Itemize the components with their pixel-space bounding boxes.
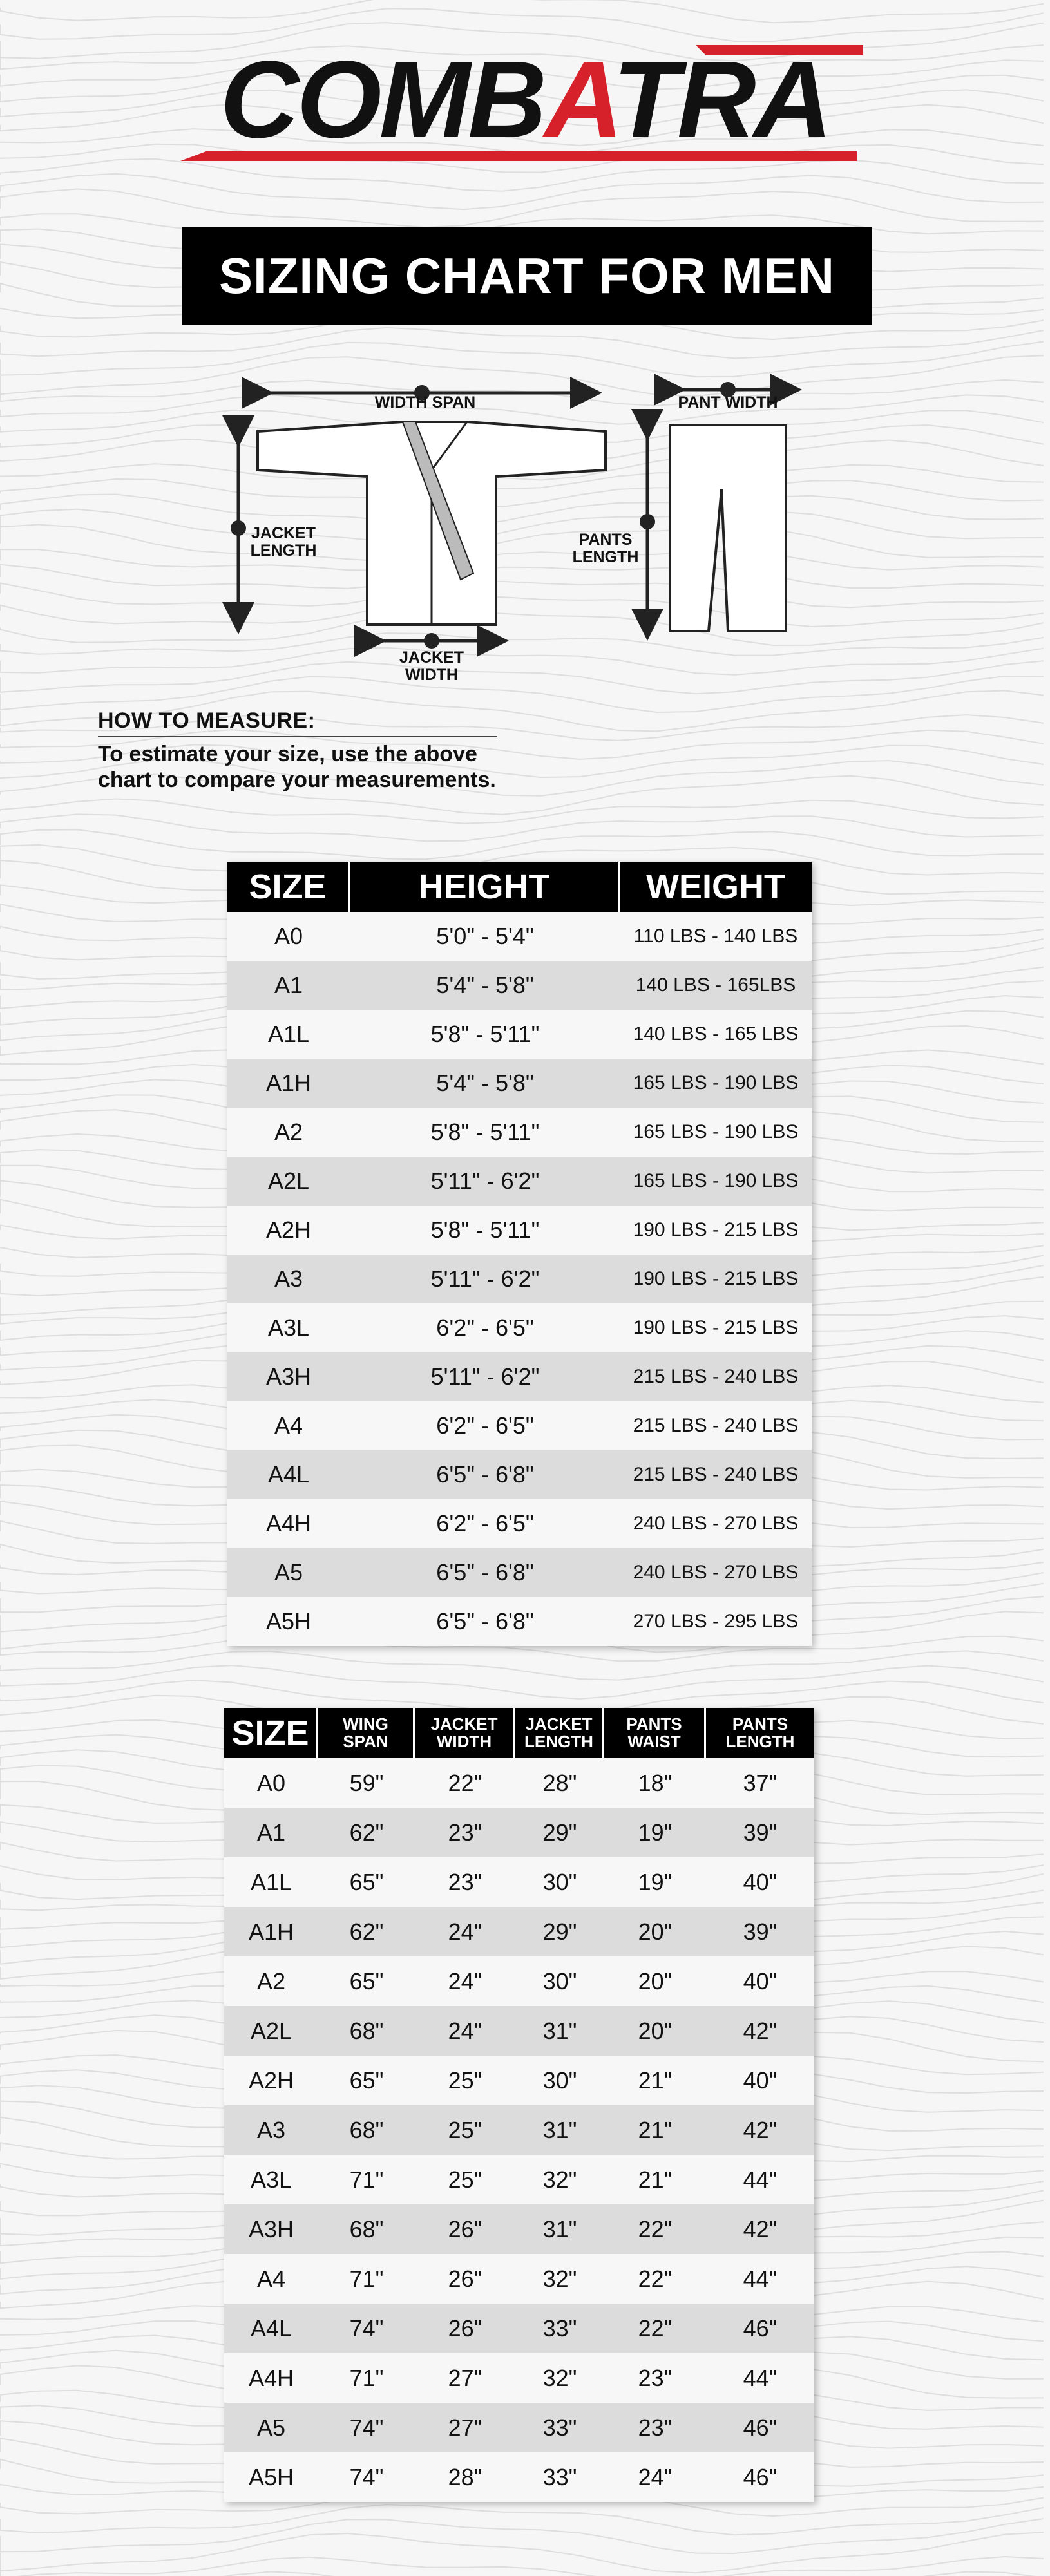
cell-pl: 40" <box>743 1868 778 1895</box>
table-row <box>227 1401 812 1450</box>
cell-jw: 23" <box>448 1868 482 1895</box>
cell-size: A3H <box>248 2215 294 2242</box>
how-to-measure-text <box>98 741 510 793</box>
cell-height: 5'8" - 5'11" <box>430 1021 540 1047</box>
header-jl-line2: LENGTH <box>524 1732 593 1751</box>
cell-pl: 40" <box>743 1967 778 1994</box>
label-width-span: WIDTH SPAN <box>374 393 476 412</box>
cell-jl: 29" <box>542 1819 577 1846</box>
cell-jw: 28" <box>448 2463 482 2490</box>
cell-pw: 19" <box>638 1868 673 1895</box>
cell-weight: 215 LBS - 240 LBS <box>633 1415 799 1436</box>
cell-size: A4 <box>274 1412 303 1439</box>
cell-jl: 32" <box>542 2364 577 2391</box>
label-jacket-width <box>390 649 473 684</box>
cell-pw: 21" <box>638 2166 673 2193</box>
header-weight: WEIGHT <box>646 867 785 906</box>
brand-logo <box>180 35 870 164</box>
cell-size: A3L <box>267 1314 310 1341</box>
cell-size: A4L <box>267 1461 310 1488</box>
cell-height: 5'11" - 6'2" <box>430 1363 540 1390</box>
header-pl-line2: LENGTH <box>725 1732 795 1751</box>
cell-size: A2L <box>267 1168 310 1194</box>
cell-size: A2H <box>265 1217 312 1243</box>
cell-size: A2H <box>248 2067 294 2094</box>
cell-pl: 46" <box>743 2463 778 2490</box>
measurements-table <box>224 1708 814 2502</box>
header-size: SIZE <box>224 1708 318 1758</box>
table-row <box>224 2353 814 2403</box>
cell-size: A2 <box>274 1119 303 1145</box>
cell-weight: 110 LBS - 140 LBS <box>633 925 798 947</box>
cell-weight: 240 LBS - 270 LBS <box>633 1562 799 1583</box>
cell-jl: 30" <box>542 1967 577 1994</box>
cell-size: A3H <box>265 1363 312 1390</box>
table-row <box>224 1956 814 2006</box>
cell-height: 6'2" - 6'5" <box>436 1314 534 1341</box>
header-pl-line1: PANTS <box>732 1714 788 1734</box>
cell-jw: 26" <box>448 2215 482 2242</box>
label-jacket-length-line1: JACKET <box>251 524 316 542</box>
cell-size: A1H <box>248 1918 294 1945</box>
cell-wing: 65" <box>349 1868 384 1895</box>
cell-weight: 215 LBS - 240 LBS <box>633 1366 799 1387</box>
table-header <box>227 862 812 912</box>
cell-size: A3L <box>250 2166 292 2193</box>
cell-size: A4 <box>256 2265 286 2292</box>
cell-wing: 65" <box>349 1967 384 1994</box>
table-row <box>224 2204 814 2254</box>
table-body <box>224 1758 814 2502</box>
cell-jl: 30" <box>542 2067 577 2094</box>
cell-jl: 31" <box>542 2215 577 2242</box>
page-title: SIZING CHART FOR MEN <box>219 247 835 304</box>
cell-pw: 18" <box>638 1769 673 1796</box>
cell-size: A1H <box>265 1070 312 1096</box>
cell-pl: 42" <box>743 2116 778 2143</box>
cell-height: 6'2" - 6'5" <box>436 1412 534 1439</box>
cell-jw: 25" <box>448 2166 482 2193</box>
cell-pw: 21" <box>638 2067 673 2094</box>
table-row <box>224 2006 814 2056</box>
header-wing-line1: WING <box>343 1714 388 1734</box>
how-to-measure-line2: chart to compare your measurements. <box>98 768 496 792</box>
cell-size: A4H <box>248 2364 294 2391</box>
cell-wing: 62" <box>349 1819 384 1846</box>
cell-pw: 19" <box>638 1819 673 1846</box>
cell-pl: 40" <box>743 2067 778 2094</box>
cell-height: 5'4" - 5'8" <box>436 972 534 998</box>
cell-jw: 27" <box>448 2414 482 2441</box>
cell-wing: 62" <box>349 1918 384 1945</box>
cell-jl: 33" <box>542 2463 577 2490</box>
cell-wing: 74" <box>349 2414 384 2441</box>
cell-weight: 165 LBS - 190 LBS <box>633 1170 799 1191</box>
cell-pw: 22" <box>638 2215 673 2242</box>
cell-jw: 26" <box>448 2265 482 2292</box>
cell-jl: 29" <box>542 1918 577 1945</box>
cell-size: A3 <box>274 1265 303 1292</box>
cell-jw: 26" <box>448 2315 482 2342</box>
table-row <box>224 2254 814 2304</box>
header-pants-length <box>706 1708 814 1758</box>
table-row <box>227 1499 812 1548</box>
cell-size: A3 <box>256 2116 286 2143</box>
cell-weight: 215 LBS - 240 LBS <box>633 1464 799 1485</box>
cell-jl: 33" <box>542 2315 577 2342</box>
label-jacket-width-line2: WIDTH <box>405 666 458 684</box>
header-jacket-length <box>515 1708 604 1758</box>
cell-pl: 44" <box>743 2265 778 2292</box>
height-weight-table <box>227 862 812 1646</box>
cell-size: A1 <box>256 1819 286 1846</box>
table-row <box>227 1157 812 1206</box>
brand-wordmark: COMBATRA <box>220 39 830 161</box>
table-row <box>224 2056 814 2105</box>
table-header <box>224 1708 814 1758</box>
header-wing-line2: SPAN <box>343 1732 388 1751</box>
table-row <box>224 2155 814 2204</box>
cell-wing: 59" <box>349 1769 384 1796</box>
cell-size: A0 <box>256 1769 286 1796</box>
table-row <box>227 1548 812 1597</box>
cell-pw: 23" <box>638 2414 673 2441</box>
cell-size: A1L <box>250 1868 292 1895</box>
header-jl-line1: JACKET <box>525 1714 593 1734</box>
cell-weight: 190 LBS - 215 LBS <box>633 1317 799 1338</box>
cell-size: A4H <box>265 1510 312 1537</box>
cell-height: 6'5" - 6'8" <box>436 1461 534 1488</box>
cell-size: A4L <box>250 2315 292 2342</box>
header-size: SIZE <box>227 862 350 912</box>
cell-size: A1 <box>274 972 303 998</box>
cell-pl: 44" <box>743 2166 778 2193</box>
table-body <box>227 912 812 1646</box>
label-pant-width: PANT WIDTH <box>678 393 778 412</box>
header-pw-line2: WAIST <box>627 1732 681 1751</box>
cell-pl: 39" <box>743 1918 778 1945</box>
cell-jw: 24" <box>448 1967 482 1994</box>
cell-weight: 165 LBS - 190 LBS <box>633 1072 799 1094</box>
cell-jw: 24" <box>448 1918 482 1945</box>
cell-pl: 46" <box>743 2315 778 2342</box>
cell-weight: 190 LBS - 215 LBS <box>633 1219 799 1240</box>
cell-jw: 25" <box>448 2116 482 2143</box>
table-row <box>227 1255 812 1303</box>
table-row <box>224 1907 814 1956</box>
table-row <box>227 1303 812 1352</box>
cell-jl: 31" <box>542 2017 577 2044</box>
cell-pl: 37" <box>743 1769 778 1796</box>
cell-wing: 74" <box>349 2315 384 2342</box>
cell-size: A0 <box>274 923 303 949</box>
cell-pl: 39" <box>743 1819 778 1846</box>
label-jacket-width-line1: JACKET <box>399 649 464 667</box>
cell-jw: 23" <box>448 1819 482 1846</box>
cell-pl: 44" <box>743 2364 778 2391</box>
cell-height: 5'11" - 6'2" <box>430 1265 540 1292</box>
table-row <box>224 1857 814 1907</box>
cell-weight: 140 LBS - 165LBS <box>635 974 796 996</box>
cell-pl: 42" <box>743 2017 778 2044</box>
cell-jw: 27" <box>448 2364 482 2391</box>
how-to-measure-title: HOW TO MEASURE: <box>98 708 497 737</box>
cell-size: A5 <box>256 2414 286 2441</box>
cell-pw: 20" <box>638 1918 673 1945</box>
cell-pw: 20" <box>638 1967 673 1994</box>
table-row <box>227 1010 812 1059</box>
table-row <box>224 1808 814 1857</box>
cell-pw: 22" <box>638 2265 673 2292</box>
cell-weight: 140 LBS - 165 LBS <box>633 1023 799 1045</box>
cell-jw: 25" <box>448 2067 482 2094</box>
cell-wing: 71" <box>349 2166 384 2193</box>
cell-height: 6'5" - 6'8" <box>436 1559 534 1586</box>
cell-wing: 71" <box>349 2265 384 2292</box>
how-to-measure <box>98 708 510 793</box>
table-row <box>227 1597 812 1646</box>
table-row <box>227 1352 812 1401</box>
label-pants-length <box>564 531 647 566</box>
cell-height: 5'11" - 6'2" <box>430 1168 540 1194</box>
cell-weight: 165 LBS - 190 LBS <box>633 1121 799 1142</box>
cell-jl: 33" <box>542 2414 577 2441</box>
cell-wing: 68" <box>349 2017 384 2044</box>
table-row <box>224 2452 814 2502</box>
cell-wing: 68" <box>349 2116 384 2143</box>
cell-height: 5'4" - 5'8" <box>436 1070 534 1096</box>
cell-jl: 30" <box>542 1868 577 1895</box>
table-row <box>227 961 812 1010</box>
cell-size: A5H <box>248 2463 294 2490</box>
cell-jw: 24" <box>448 2017 482 2044</box>
cell-weight: 270 LBS - 295 LBS <box>633 1611 799 1632</box>
label-jacket-length-line2: LENGTH <box>250 542 317 560</box>
cell-weight: 240 LBS - 270 LBS <box>633 1513 799 1534</box>
cell-jl: 28" <box>542 1769 577 1796</box>
cell-wing: 65" <box>349 2067 384 2094</box>
table-row <box>224 2403 814 2452</box>
table-row <box>224 1758 814 1808</box>
header-jw-line2: WIDTH <box>436 1732 492 1751</box>
cell-size: A2 <box>256 1967 286 1994</box>
cell-height: 6'2" - 6'5" <box>436 1510 534 1537</box>
cell-weight: 190 LBS - 215 LBS <box>633 1268 799 1289</box>
cell-height: 5'8" - 5'11" <box>430 1119 540 1145</box>
table-row <box>227 1108 812 1157</box>
cell-wing: 68" <box>349 2215 384 2242</box>
cell-wing: 71" <box>349 2364 384 2391</box>
cell-pl: 42" <box>743 2215 778 2242</box>
header-jacket-width <box>415 1708 515 1758</box>
how-to-measure-line1: To estimate your size, use the above <box>98 742 477 766</box>
cell-jl: 31" <box>542 2116 577 2143</box>
table-row <box>224 2105 814 2155</box>
cell-pw: 20" <box>638 2017 673 2044</box>
cell-pw: 22" <box>638 2315 673 2342</box>
cell-size: A5 <box>274 1559 303 1586</box>
cell-wing: 74" <box>349 2463 384 2490</box>
table-row <box>227 1206 812 1255</box>
label-jacket-length <box>242 525 325 560</box>
cell-pl: 46" <box>743 2414 778 2441</box>
header-wing-span <box>318 1708 415 1758</box>
cell-size: A5H <box>265 1608 312 1634</box>
title-banner <box>182 227 872 325</box>
header-pw-line1: PANTS <box>626 1714 682 1734</box>
cell-size: A1L <box>267 1021 310 1047</box>
header-height: HEIGHT <box>350 862 620 912</box>
cell-height: 5'8" - 5'11" <box>430 1217 540 1243</box>
header-pants-waist <box>604 1708 706 1758</box>
cell-pw: 21" <box>638 2116 673 2143</box>
cell-pw: 23" <box>638 2364 673 2391</box>
gi-measurement-diagram <box>219 361 812 683</box>
cell-height: 5'0" - 5'4" <box>436 923 534 949</box>
cell-pw: 24" <box>638 2463 673 2490</box>
cell-jw: 22" <box>448 1769 482 1796</box>
table-row <box>227 1450 812 1499</box>
label-pants-length-line1: PANTS <box>578 531 633 549</box>
cell-jl: 32" <box>542 2166 577 2193</box>
cell-size: A2L <box>250 2017 292 2044</box>
table-row <box>227 912 812 961</box>
table-row <box>227 1059 812 1108</box>
header-jw-line1: JACKET <box>430 1714 498 1734</box>
table-row <box>224 2304 814 2353</box>
cell-jl: 32" <box>542 2265 577 2292</box>
cell-height: 6'5" - 6'8" <box>436 1608 534 1634</box>
label-pants-length-line2: LENGTH <box>572 548 639 566</box>
